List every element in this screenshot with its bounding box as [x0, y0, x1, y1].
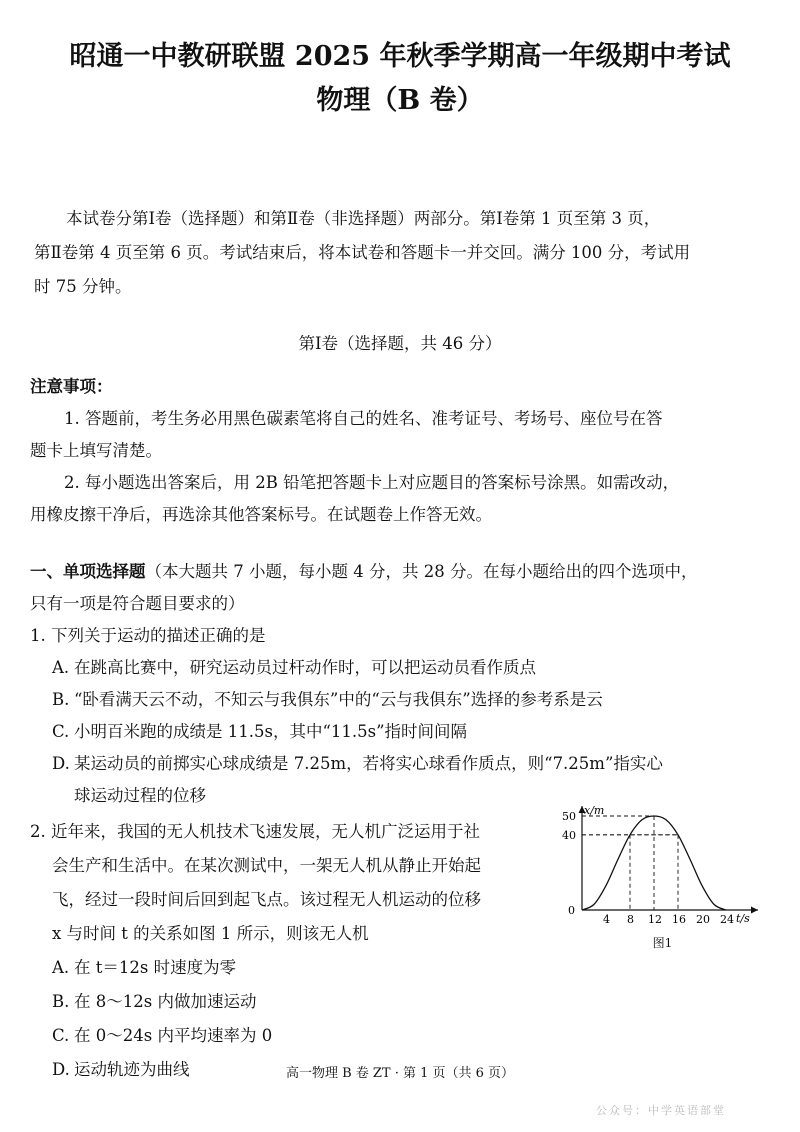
- section1-heading-rest: （本大题共 7 小题，每小题 4 分，共 28 分。在每小题给出的四个选项中，: [145, 562, 698, 581]
- q1-option-d-line2: 球运动过程的位移: [74, 786, 206, 805]
- watermark: 公众号：中学英语部堂: [596, 1104, 726, 1117]
- intro-line: 时 75 分钟。: [34, 277, 132, 296]
- notes-line: 2. 每小题选出答案后，用 2B 铅笔把答题卡上对应题目的答案标号涂黑。如需改动，: [64, 473, 680, 492]
- x-tick-label: 24: [720, 913, 734, 926]
- section1-heading-bold: 一、单项选择题: [30, 562, 146, 581]
- part1-heading: 第Ⅰ卷（选择题，共 46 分）: [298, 334, 502, 353]
- q1-option-c: C. 小明百米跑的成绩是 11.5s，其中“11.5s”指时间间隔: [52, 722, 468, 741]
- exam-subtitle: 物理（B 卷）: [316, 85, 484, 116]
- q2-option-b: B. 在 8～12s 内做加速运动: [52, 992, 257, 1011]
- q2-stem-line: 会生产和生活中。在某次测试中，一架无人机从静止开始起: [52, 856, 481, 875]
- q1-option-b: B. “卧看满天云不动，不知云与我俱东”中的“云与我俱东”选择的参考系是云: [52, 690, 603, 709]
- q2-option-d: D. 运动轨迹为曲线: [52, 1060, 190, 1079]
- q2-option-c: C. 在 0～24s 内平均速率为 0: [52, 1026, 273, 1045]
- x-tick-label: 16: [672, 913, 686, 926]
- x-tick-label: 20: [696, 913, 710, 926]
- notes-line: 用橡皮擦干净后，再选涂其他答案标号。在试题卷上作答无效。: [30, 505, 492, 524]
- q2-stem-line: 飞，经过一段时间后回到起飞点。该过程无人机运动的位移: [52, 890, 481, 909]
- q1-option-a: A. 在跳高比赛中，研究运动员过杆动作时，可以把运动员看作质点: [52, 658, 536, 677]
- notes-heading: 注意事项：: [30, 377, 113, 396]
- q1-option-d: D. 某运动员的前掷实心球成绩是 7.25m，若将实心球看作质点，则“7.25m”指实心: [52, 754, 663, 773]
- figure-1: [560, 798, 765, 968]
- notes-line: 题卡上填写清楚。: [30, 441, 162, 460]
- x-tick-label: 4: [603, 913, 610, 926]
- y-tick-label: 40: [562, 828, 576, 842]
- exam-title: 昭通一中教研联盟 2025 年秋季学期高一年级期中考试: [69, 41, 731, 72]
- intro-line: 第Ⅱ卷第 4 页至第 6 页。考试结束后，将本试卷和答题卡一并交回。满分 100 分，考试用: [34, 243, 691, 262]
- figure-caption: 图1: [652, 936, 673, 950]
- x-axis-label: t/s: [736, 912, 750, 925]
- x-tick-label: 12: [648, 913, 662, 926]
- q2-option-a: A. 在 t＝12s 时速度为零: [52, 958, 237, 977]
- y-axis-label: x/m: [584, 804, 605, 817]
- q2-stem-line: x 与时间 t 的关系如图 1 所示，则该无人机: [52, 924, 369, 943]
- section1-heading-line2: 只有一项是符合题目要求的）: [30, 594, 245, 613]
- origin-label: 0: [568, 904, 575, 917]
- notes-line: 1. 答题前，考生务必用黑色碳素笔将自己的姓名、准考证号、考场号、座位号在答: [64, 409, 663, 428]
- section1-heading: [30, 558, 697, 582]
- page-footer: 高一物理 B 卷 ZT · 第 1 页（共 6 页）: [285, 1066, 515, 1081]
- x-tick-label: 8: [627, 913, 634, 926]
- q1-stem: 1. 下列关于运动的描述正确的是: [30, 626, 266, 645]
- intro-line: 本试卷分第Ⅰ卷（选择题）和第Ⅱ卷（非选择题）两部分。第Ⅰ卷第 1 页至第 3 页，: [66, 209, 661, 228]
- q2-stem-line: 2. 近年来，我国的无人机技术飞速发展，无人机广泛运用于社: [30, 822, 480, 841]
- y-tick-label: 50: [562, 810, 576, 823]
